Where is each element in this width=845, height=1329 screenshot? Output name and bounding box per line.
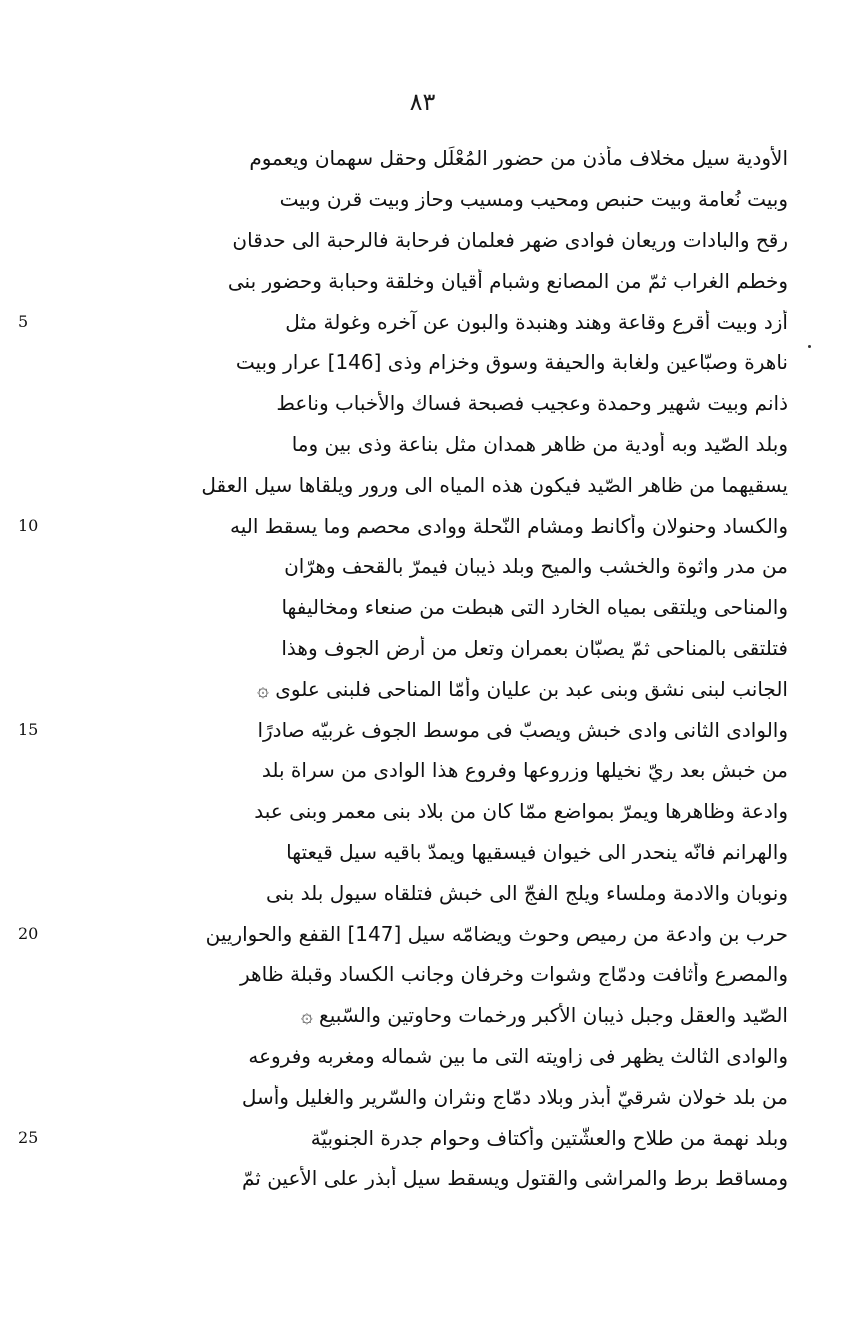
text-line: [18, 1117, 788, 1158]
line-text: من خبش بعد ريّ نخيلها وزروعها وفروع هذا الوادى من سراة بلد: [261, 758, 788, 783]
text-line: [68, 260, 788, 301]
line-text: الأودية سيل مخلاف مأذن من حضور المُعْلَل وحقل سهمان ويعموم: [249, 146, 788, 171]
line-text: والمناحى ويلتقى بمياه الخارد التى هبطت من صنعاء ومخاليفها: [281, 595, 788, 620]
stray-ink-mark: [808, 345, 811, 348]
line-text: والوادى الثانى وادى خبش ويصبّ فى موسط الجوف غربيّه صادرًا: [257, 717, 788, 742]
line-number: 15: [18, 720, 39, 740]
line-text: ومساقط برط والمراشى والقتول ويسقط سيل أبذر على الأعين ثمّ: [241, 1166, 788, 1191]
text-line: [68, 1158, 788, 1199]
line-text: حرب بن وادعة من رميص وحوث ويضامّه سيل [147] القفع والحواريين: [205, 921, 788, 946]
page-number: ٨٣: [409, 88, 436, 116]
line-number: 25: [18, 1128, 39, 1148]
text-line: [18, 913, 788, 954]
text-body: [18, 138, 788, 1199]
line-text: وبيت نُعامة وبيت حنبص ومحيب ومسيب وحاز وبيت قرن وبيت: [279, 187, 788, 212]
text-line: [68, 220, 788, 261]
line-text: الجانب لبنى نشق وبنى عبد بن عليان وأمّا المناحى فلبنى علوى ۞: [257, 676, 788, 701]
line-number: 20: [18, 924, 39, 944]
line-text: والوادى الثالث يظهر فى زاويته التى ما بين شماله ومغربه وفروعه: [248, 1043, 788, 1068]
line-text: والهرانم فانّه ينحدر الى خيوان فيسقيها ويمدّ باقيه سيل قيعتها: [286, 839, 788, 864]
text-line: [68, 138, 788, 179]
text-line: [68, 464, 788, 505]
text-line: [68, 832, 788, 873]
line-text: ناهرة وصبّاعين ولغابة والحيفة وسوق وخزام وذى [146] عرار وبيت: [235, 350, 788, 375]
line-text: وخطم الغراب ثمّ من المصانع وشبام أقيان وخلقة وحبابة وحضور بنى: [227, 268, 788, 293]
text-line: [68, 383, 788, 424]
text-line: [68, 342, 788, 383]
text-line: [68, 954, 788, 995]
line-text: وبلد الصّيد وبه أودية من ظاهر همدان مثل بناعة وذى بين وما: [291, 431, 788, 456]
text-line: [18, 505, 788, 546]
line-number: 10: [18, 516, 39, 536]
line-text: وبلد نهمة من طلاح والعشّتين وأكتاف وحوام جدرة الجنوبيّة: [310, 1125, 788, 1150]
line-text: من مدر واثوة والخشب والميح وبلد ذيبان فيمرّ بالقحف وهرّان: [284, 554, 788, 579]
text-line: [68, 872, 788, 913]
text-line: [18, 301, 788, 342]
line-text: من بلد خولان شرقيّ أبذر وبلاد دمّاج ونثران والسّرير والغليل وأسل: [241, 1084, 788, 1109]
line-text: والكساد وحنولان وأكانط ومشام النّحلة ووادى محصم وما يسقط اليه: [230, 513, 788, 538]
line-text: يسقيهما من ظاهر الصّيد فيكون هذه المياه الى ورور ويلقاها سيل العقل: [201, 472, 788, 497]
line-number: 5: [18, 312, 29, 332]
text-line: [68, 546, 788, 587]
line-text: ونوبان والادمة وملساء ويلج الفجّ الى خبش فتلقاه سيول بلد بنى: [266, 880, 788, 905]
line-text: فتلتقى بالمناحى ثمّ يصبّان بعمران وتعل من أرض الجوف وهذا: [281, 635, 788, 660]
text-line: [68, 587, 788, 628]
text-line: [18, 709, 788, 750]
line-text: الصّيد والعقل وجبل ذيبان الأكبر ورخمات وحاوتين والسّبيع ۞: [300, 1003, 788, 1028]
text-line: [68, 424, 788, 465]
text-line: [68, 1036, 788, 1077]
text-line: [68, 1076, 788, 1117]
text-line: [68, 628, 788, 669]
text-line: [68, 179, 788, 220]
text-line: [68, 791, 788, 832]
line-text: وادعة وظاهرها ويمرّ بمواضع ممّا كان من بلاد بنى معمر وبنى عبد: [254, 799, 788, 824]
text-line: [68, 668, 788, 709]
text-line: [68, 995, 788, 1036]
text-line: [68, 750, 788, 791]
line-text: ذانم وبيت شهير وحمدة وعجيب فصبحة فساك والأخباب وناعط: [276, 391, 788, 416]
line-text: أزد وبيت أقرع وقاعة وهند وهنبدة والبون عن آخره وغولة مثل: [285, 309, 788, 334]
line-text: رقح والبادات وريعان فوادى ضهر فعلمان فرحابة فالرحبة الى حدقان: [232, 227, 788, 252]
line-text: والمصرع وأثافت ودمّاج وشوات وخرفان وجانب الكساد وقبلة ظاهر: [240, 962, 788, 987]
